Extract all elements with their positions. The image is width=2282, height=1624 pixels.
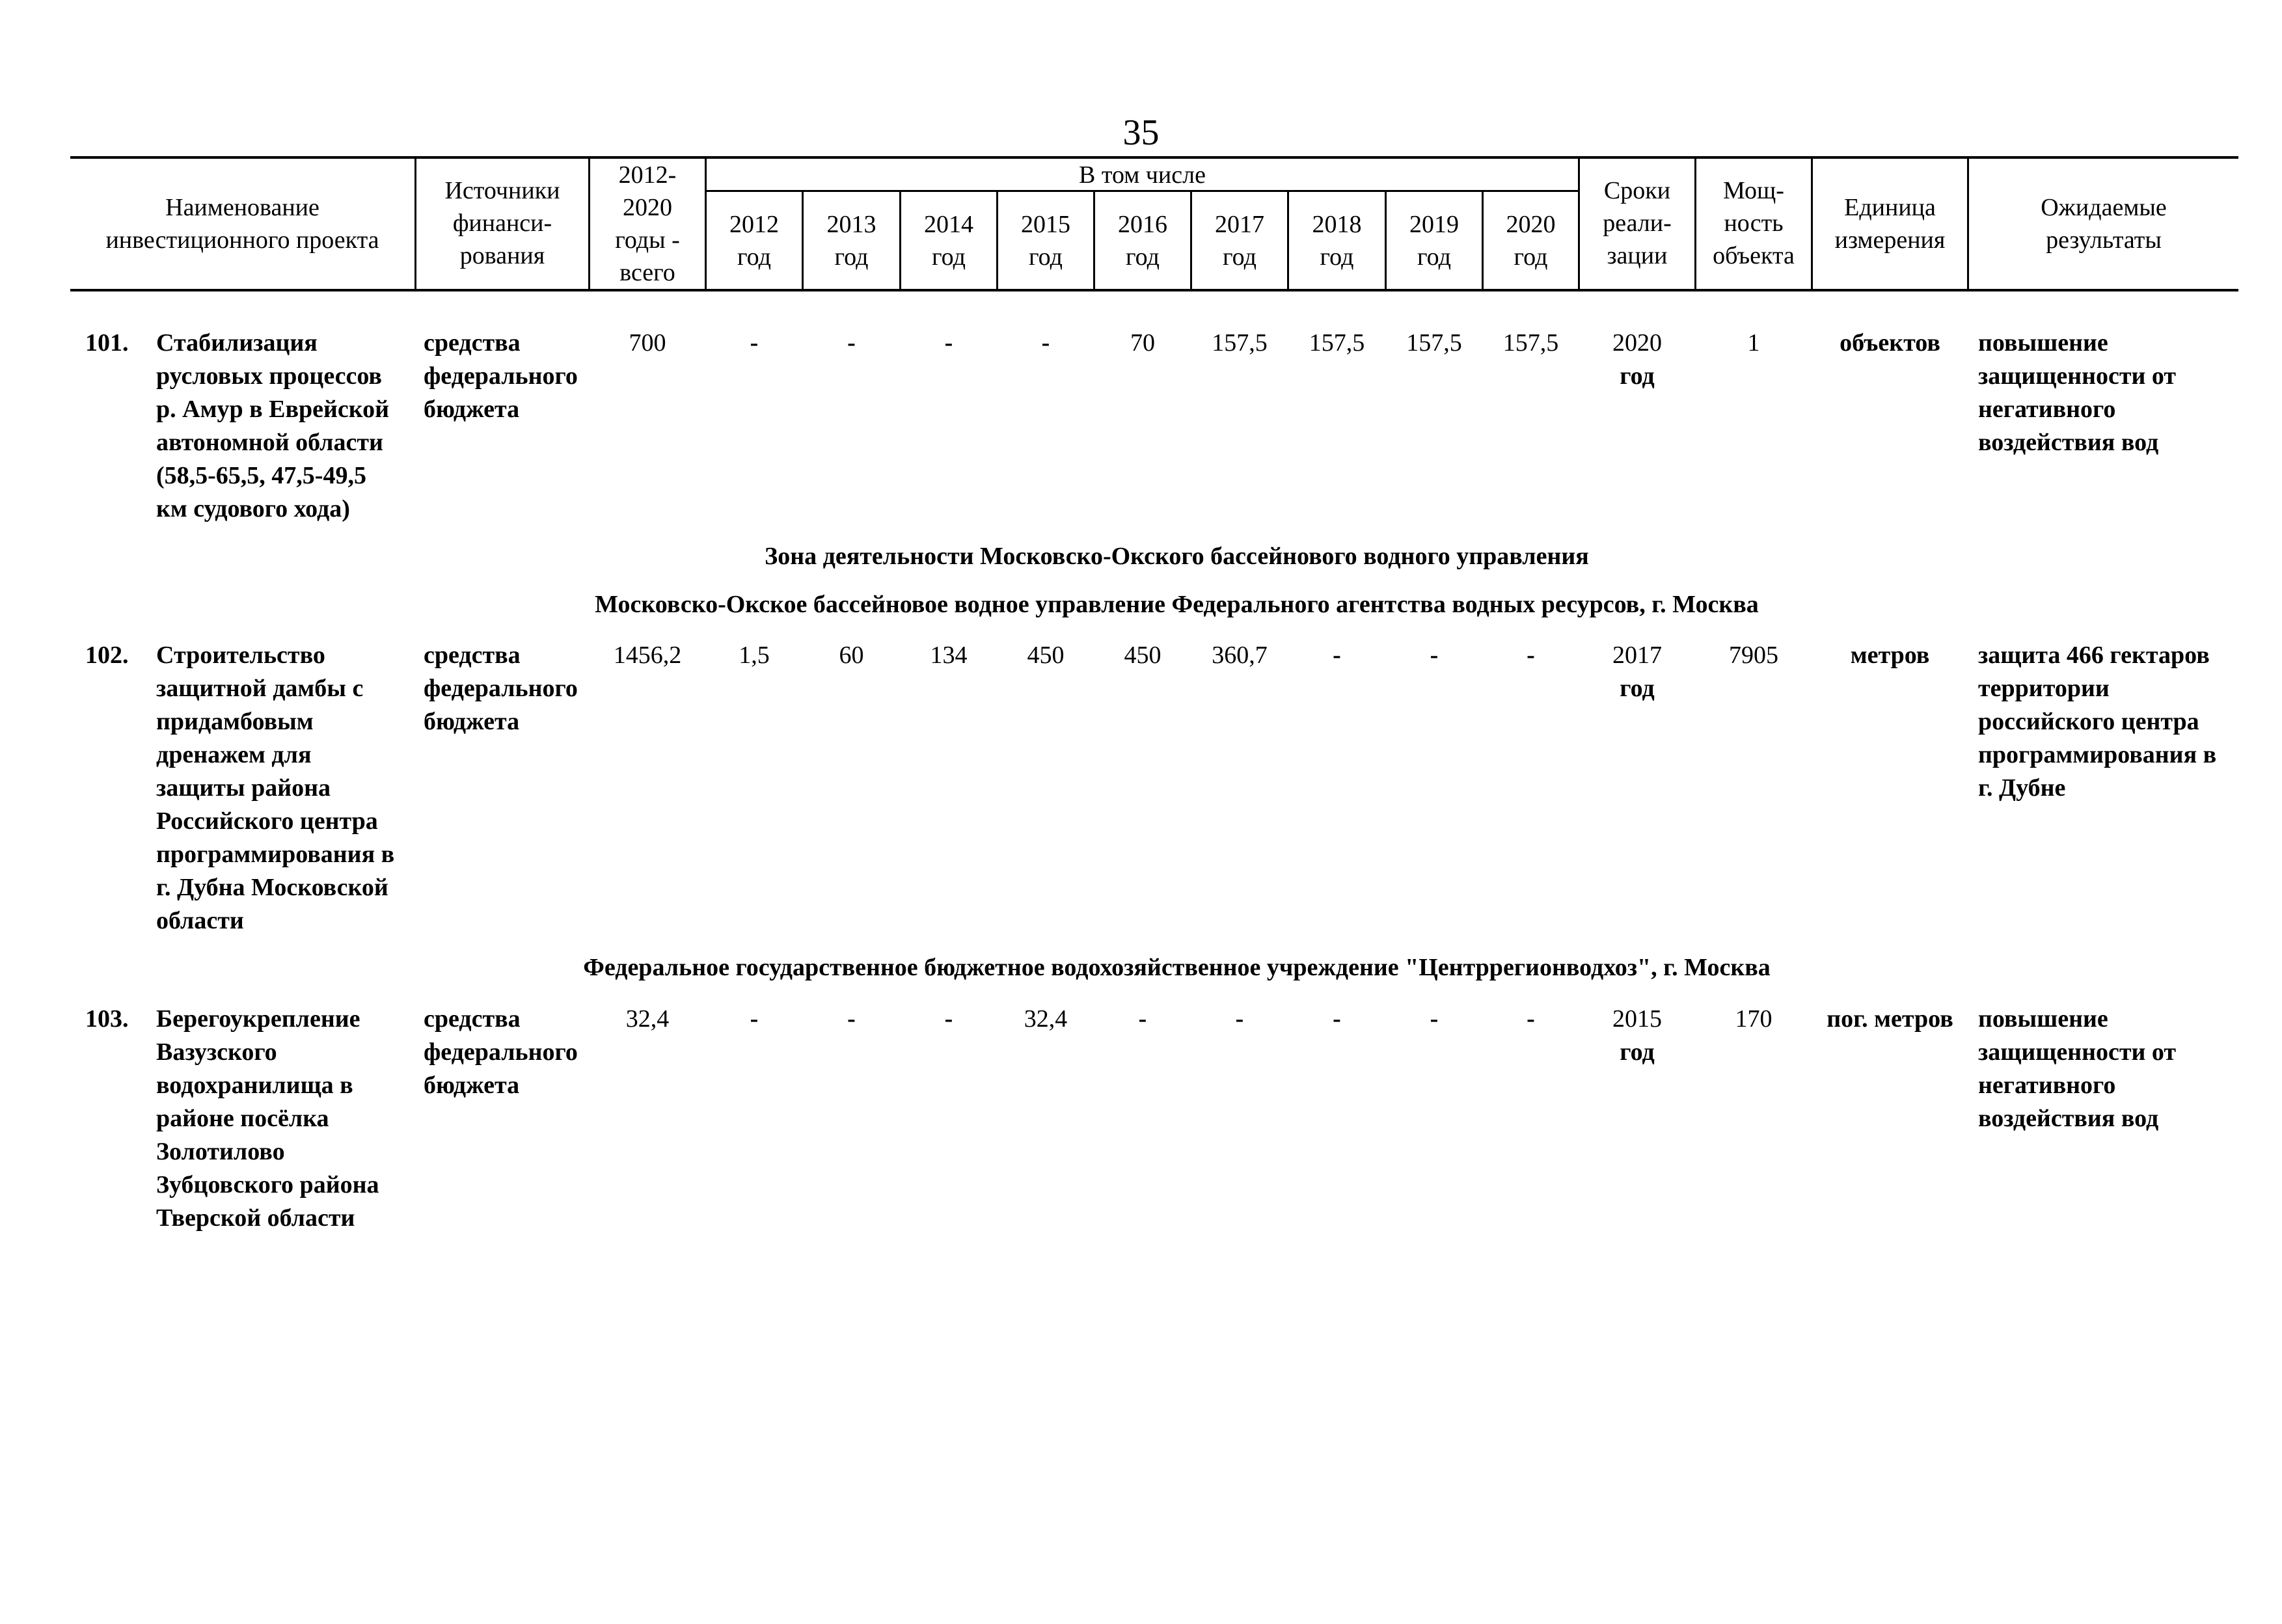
year-value: - bbox=[944, 329, 953, 357]
year-value: - bbox=[1430, 1005, 1439, 1033]
year-value: 32,4 bbox=[1024, 1005, 1068, 1033]
header-expected-results: Ожидаемые результаты bbox=[2041, 194, 2167, 254]
year-value: - bbox=[1041, 329, 1050, 357]
section-authority-heading: Московско-Окское бассейновое водное управление Федерального агентства водных ресурсов, г. Москва bbox=[595, 591, 1759, 618]
implementation-term: 2020 год bbox=[1612, 329, 1662, 390]
header-unit: Единица измерения bbox=[1834, 194, 1946, 254]
year-value: - bbox=[1235, 1005, 1244, 1033]
year-value: 60 bbox=[839, 642, 864, 669]
year-value: 1,5 bbox=[739, 642, 770, 669]
year-value: 450 bbox=[1027, 642, 1065, 669]
header-year-2013: 2013 год bbox=[826, 211, 876, 271]
total-value: 32,4 bbox=[625, 1005, 670, 1033]
header-year-2019: 2019 год bbox=[1409, 211, 1459, 271]
year-value: 157,5 bbox=[1212, 329, 1268, 357]
unit-value: пог. метров bbox=[1827, 1005, 1953, 1033]
year-value: 70 bbox=[1130, 329, 1155, 357]
funding-source: средства федерального бюджета bbox=[424, 1005, 578, 1099]
unit-value: объектов bbox=[1840, 329, 1940, 357]
year-value: - bbox=[1333, 642, 1341, 669]
year-value: - bbox=[750, 329, 759, 357]
header-year-2012: 2012 год bbox=[729, 211, 779, 271]
total-value: 1456,2 bbox=[613, 642, 682, 669]
expected-result: повышение защищенности от негативного воздействия вод bbox=[1978, 1005, 2177, 1132]
implementation-term: 2017 год bbox=[1612, 642, 1662, 702]
expected-result: повышение защищенности от негативного воздействия вод bbox=[1978, 329, 2177, 456]
year-value: 360,7 bbox=[1212, 642, 1268, 669]
row-number: 101. bbox=[85, 329, 129, 357]
year-value: 157,5 bbox=[1406, 329, 1462, 357]
year-value: 450 bbox=[1124, 642, 1161, 669]
project-name: Строительство защитной дамбы с придамбовым дренажем для защиты района Российского центра программирования в г. Дубна Московской области bbox=[156, 642, 395, 934]
year-value: - bbox=[1527, 1005, 1535, 1033]
year-value: - bbox=[944, 1005, 953, 1033]
row-number: 103. bbox=[85, 1005, 129, 1033]
header-total: 2012- 2020 годы - всего bbox=[615, 161, 680, 286]
year-value: - bbox=[750, 1005, 759, 1033]
header-funding-sources: Источники финанси- рования bbox=[444, 177, 560, 269]
section-institution-heading: Федеральное государственное бюджетное водохозяйственное учреждение "Центррегионводхоз", г. Москва bbox=[583, 954, 1771, 981]
implementation-term: 2015 год bbox=[1612, 1005, 1662, 1066]
header-year-2015: 2015 год bbox=[1021, 211, 1070, 271]
year-value: - bbox=[847, 1005, 856, 1033]
header-including: В том числе bbox=[1079, 161, 1206, 189]
funding-source: средства федерального бюджета bbox=[424, 642, 578, 735]
year-value: - bbox=[847, 329, 856, 357]
year-value: 134 bbox=[930, 642, 968, 669]
capacity-value: 1 bbox=[1747, 329, 1760, 357]
year-value: 157,5 bbox=[1309, 329, 1365, 357]
total-value: 700 bbox=[629, 329, 666, 357]
year-value: - bbox=[1138, 1005, 1147, 1033]
row-number: 102. bbox=[85, 642, 129, 669]
capacity-value: 7905 bbox=[1729, 642, 1778, 669]
funding-source: средства федерального бюджета bbox=[424, 329, 578, 423]
year-value: - bbox=[1430, 642, 1439, 669]
section-zone-heading: Зона деятельности Московско-Окского бассейнового водного управления bbox=[765, 543, 1589, 570]
year-value: - bbox=[1333, 1005, 1341, 1033]
expected-result: защита 466 гектаров территории российского центра программирования в г. Дубне bbox=[1978, 642, 2217, 802]
header-terms: Сроки реали- зации bbox=[1603, 177, 1672, 269]
header-year-2020: 2020 год bbox=[1506, 211, 1556, 271]
year-value: 157,5 bbox=[1502, 329, 1559, 357]
page-number: 35 bbox=[1122, 113, 1160, 153]
header-project-name: Наименование инвестиционного проекта bbox=[105, 194, 379, 254]
header-year-2016: 2016 год bbox=[1118, 211, 1167, 271]
capacity-value: 170 bbox=[1735, 1005, 1773, 1033]
header-bottom-rule bbox=[70, 289, 2238, 291]
header-capacity: Мощ- ность объекта bbox=[1713, 177, 1795, 269]
header-year-2017: 2017 год bbox=[1215, 211, 1264, 271]
project-name: Стабилизация русловых процессов р. Амур в Еврейской автономной области (58,5-65,5, 47,5-49,5 км судового хода) bbox=[156, 329, 390, 522]
header-year-2018: 2018 год bbox=[1312, 211, 1362, 271]
unit-value: метров bbox=[1850, 642, 1930, 669]
year-value: - bbox=[1527, 642, 1535, 669]
project-name: Берегоукрепление Вазузского водохранилища в районе посёлка Золотилово Зубцовского района Тверской области bbox=[156, 1005, 379, 1232]
header-year-2014: 2014 год bbox=[924, 211, 973, 271]
